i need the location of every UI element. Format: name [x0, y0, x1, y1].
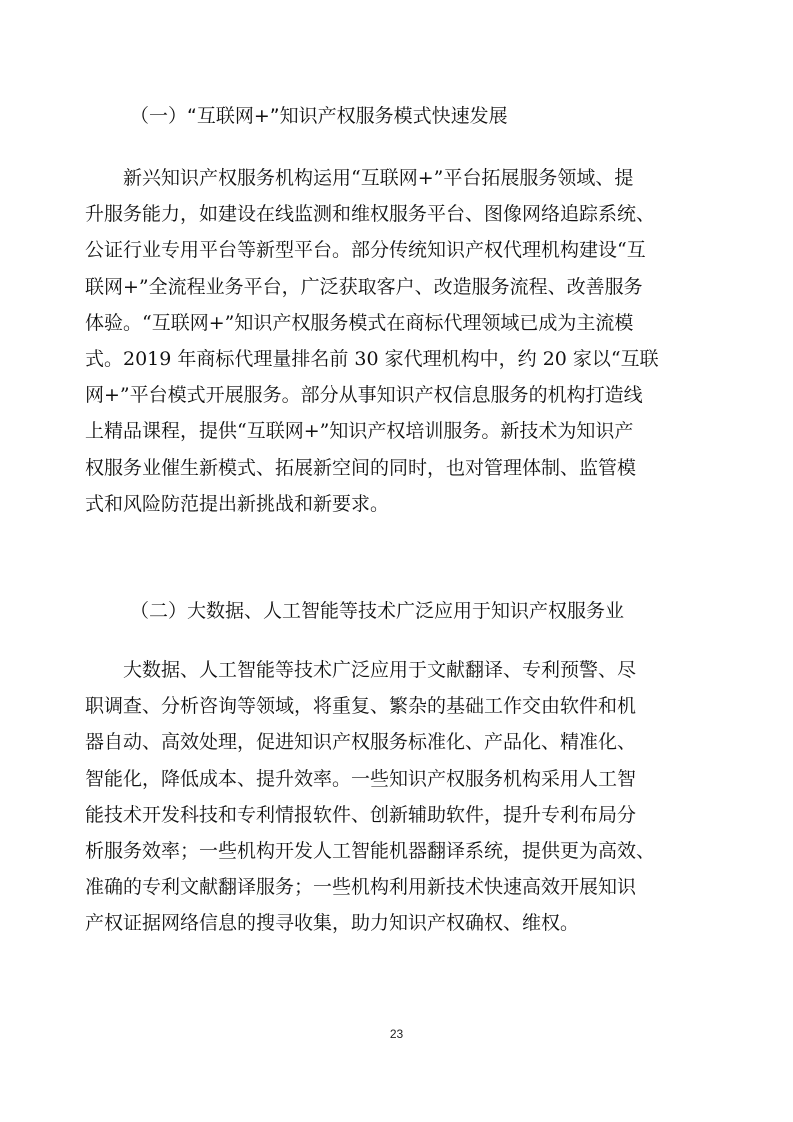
section-heading-1: （一）“互联网+”知识产权服务模式快速发展	[130, 105, 508, 127]
paragraph-line: 器自动、高效处理，促进知识产权服务标准化、产品化、精准化、	[85, 731, 637, 754]
paragraph-line: 升服务能力，如建设在线监测和维权服务平台、图像网络追踪系统、	[85, 203, 656, 226]
paragraph-line: 体验。“互联网+”知识产权服务模式在商标代理领域已成为主流模	[85, 311, 634, 334]
section-paragraph-1	[85, 160, 713, 522]
paragraph-line: 网+”平台模式开展服务。部分从事知识产权信息服务的机构打造线	[85, 384, 643, 407]
paragraph-line: 析服务效率；一些机构开发人工智能机器翻译系统，提供更为高效、	[85, 839, 656, 862]
section-paragraph-2	[85, 652, 713, 942]
paragraph-line: 公证行业专用平台等新型平台。部分传统知识产权代理机构建设“互	[85, 239, 646, 262]
page-number: 23	[389, 1027, 404, 1041]
paragraph-line: 权服务业催生新模式、拓展新空间的同时，也对管理体制、监管模	[85, 456, 637, 479]
paragraph-line: 能技术开发科技和专利情报软件、创新辅助软件，提升专利布局分	[85, 803, 637, 826]
paragraph-line: 联网+”全流程业务平台，广泛获取客户、改造服务流程、改善服务	[85, 275, 643, 298]
paragraph-line: 大数据、人工智能等技术广泛应用于文献翻译、专利预警、尽	[85, 659, 637, 681]
paragraph-line: 式和风险防范提出新挑战和新要求。	[85, 492, 390, 515]
paragraph-line: 式。2019 年商标代理量排名前 30 家代理机构中，约 20 家以“互联	[85, 347, 659, 370]
paragraph-line: 产权证据网络信息的搜寻收集，助力知识产权确权、维权。	[85, 912, 580, 935]
paragraph-line: 上精品课程，提供“互联网+”知识产权培训服务。新技术为知识产	[85, 420, 634, 443]
paragraph-line: 新兴知识产权服务机构运用“互联网+”平台拓展服务领域、提	[85, 167, 634, 189]
paragraph-line: 智能化，降低成本、提升效率。一些知识产权服务机构采用人工智	[85, 767, 637, 790]
paragraph-line: 准确的专利文献翻译服务；一些机构利用新技术快速高效开展知识	[85, 876, 637, 899]
paragraph-line: 职调查、分析咨询等领域，将重复、繁杂的基础工作交由软件和机	[85, 695, 637, 718]
section-heading-2: （二）大数据、人工智能等技术广泛应用于知识产权服务业	[130, 600, 625, 622]
